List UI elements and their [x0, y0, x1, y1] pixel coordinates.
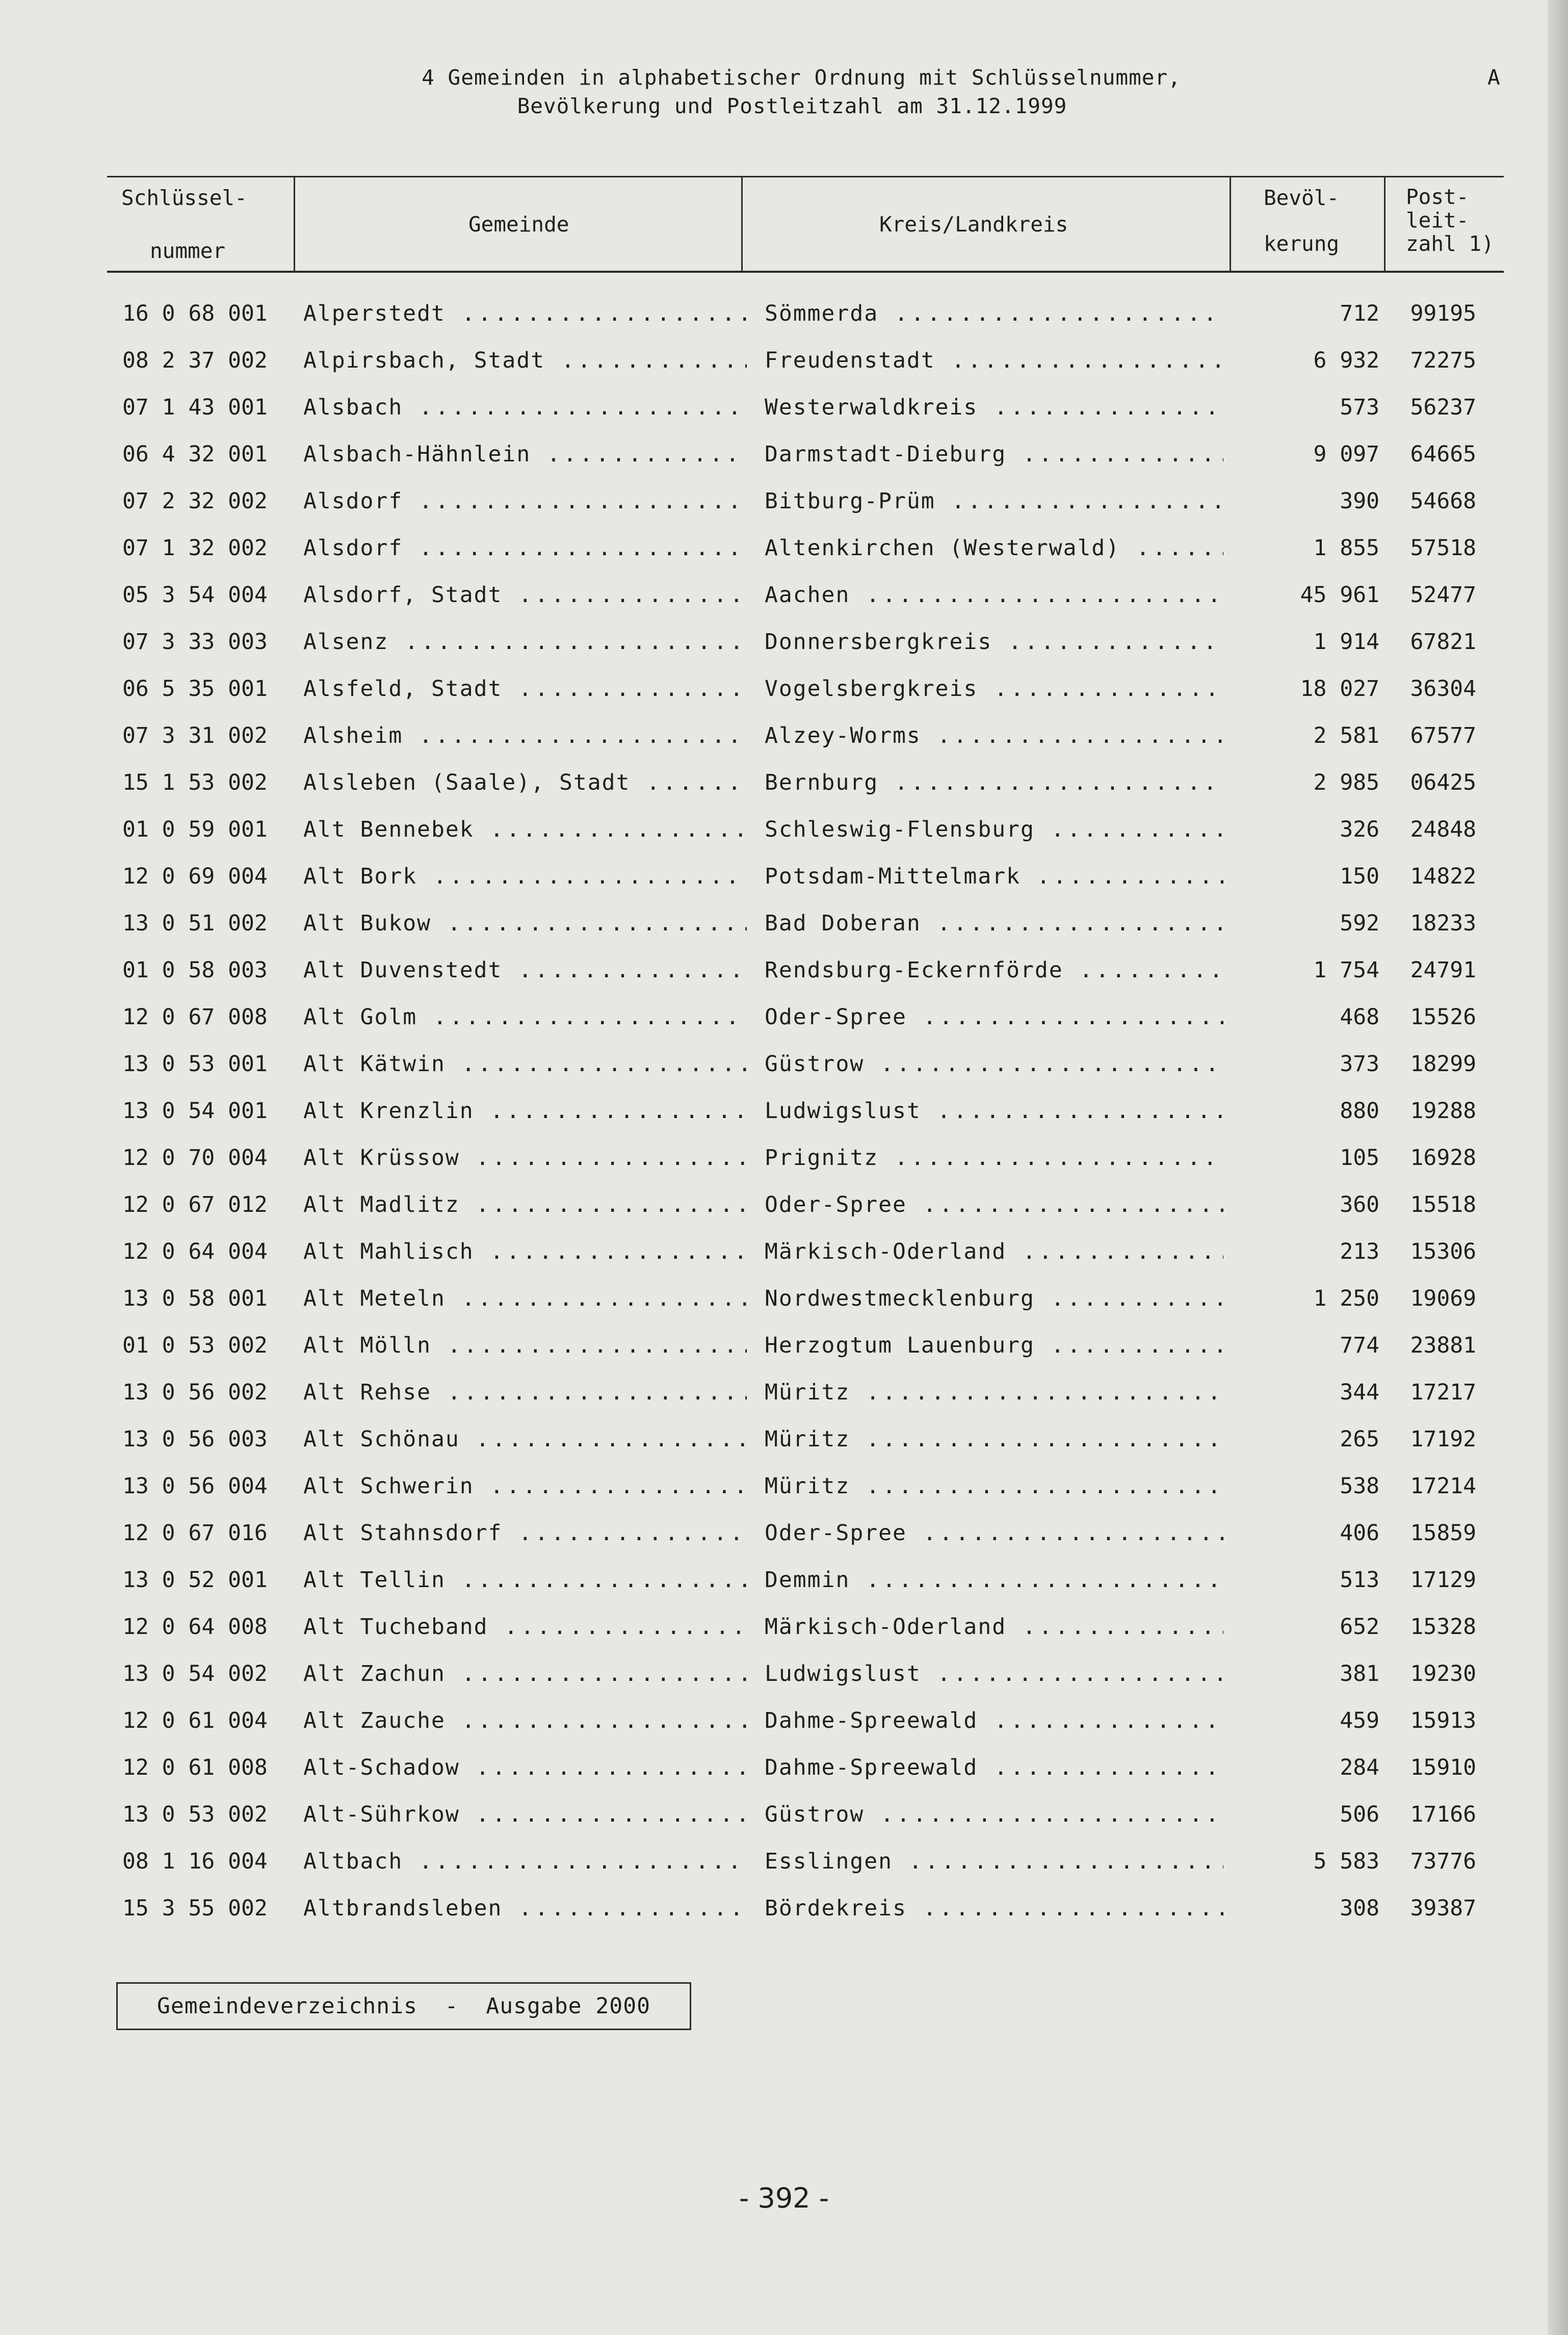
row-population: 1 855	[1313, 535, 1379, 561]
table-row	[0, 488, 1568, 535]
table-row	[0, 1567, 1568, 1614]
heading-line-1: 4 Gemeinden in alphabetischer Ordnung mit Schlüsselnummer,	[422, 65, 1181, 90]
table-row	[0, 535, 1568, 582]
row-population: 344	[1340, 1380, 1379, 1405]
header-key-line2: nummer	[150, 239, 226, 263]
row-gemeinde: Alt Mahlisch .....	[303, 1239, 747, 1264]
row-postcode: 14822	[1410, 864, 1476, 889]
row-kreis: Westerwaldkreis .....	[765, 395, 1223, 420]
row-population: 880	[1340, 1098, 1379, 1124]
row-kreis: Donnersbergkreis .....	[765, 629, 1223, 655]
row-gemeinde: Alt Duvenstedt .....	[303, 957, 747, 983]
row-postcode: 52477	[1410, 582, 1476, 608]
row-key: 01 0 59 001	[122, 817, 268, 842]
page-number: - 392 -	[739, 2182, 829, 2214]
row-key: 06 5 35 001	[122, 676, 268, 702]
row-gemeinde: Alsbach .....	[303, 395, 747, 420]
row-postcode: 72275	[1410, 348, 1476, 373]
row-population: 390	[1340, 488, 1379, 514]
row-postcode: 67577	[1410, 723, 1476, 748]
row-population: 406	[1340, 1520, 1379, 1546]
row-gemeinde: Alsdorf .....	[303, 488, 747, 514]
row-kreis: Vogelsbergkreis .....	[765, 676, 1223, 702]
row-key: 13 0 53 002	[122, 1802, 268, 1827]
row-postcode: 36304	[1410, 676, 1476, 702]
row-kreis: Schleswig-Flensburg .....	[765, 817, 1223, 842]
row-postcode: 73776	[1410, 1849, 1476, 1874]
header-key-line1: Schlüssel-	[121, 186, 247, 210]
row-key: 08 1 16 004	[122, 1849, 268, 1874]
row-key: 12 0 67 008	[122, 1004, 268, 1030]
row-gemeinde: Alt Krenzlin .....	[303, 1098, 747, 1124]
row-gemeinde: Alt Rehse .....	[303, 1380, 747, 1405]
table-row	[0, 348, 1568, 395]
row-gemeinde: Alt Kätwin .....	[303, 1051, 747, 1077]
table-row	[0, 301, 1568, 348]
row-gemeinde: Alt-Sührkow .....	[303, 1802, 747, 1827]
row-population: 2 985	[1313, 770, 1379, 795]
row-key: 07 3 33 003	[122, 629, 268, 655]
row-population: 373	[1340, 1051, 1379, 1077]
row-key: 12 0 64 008	[122, 1614, 268, 1640]
row-gemeinde: Alt Bennebek .....	[303, 817, 747, 842]
row-key: 07 2 32 002	[122, 488, 268, 514]
row-gemeinde: Alperstedt .....	[303, 301, 747, 326]
row-postcode: 15913	[1410, 1708, 1476, 1733]
table-row	[0, 1333, 1568, 1380]
section-marker: A	[1487, 65, 1500, 90]
table-row	[0, 1004, 1568, 1051]
row-postcode: 64665	[1410, 442, 1476, 467]
row-key: 15 1 53 002	[122, 770, 268, 795]
row-kreis: Altenkirchen (Westerwald) .....	[765, 535, 1223, 561]
row-kreis: Oder-Spree .....	[765, 1192, 1223, 1217]
row-population: 774	[1340, 1333, 1379, 1358]
row-population: 9 097	[1313, 442, 1379, 467]
row-kreis: Sömmerda .....	[765, 301, 1223, 326]
table-header	[107, 176, 1504, 273]
row-gemeinde: Alt Zachun .....	[303, 1661, 747, 1687]
row-kreis: Potsdam-Mittelmark .....	[765, 864, 1223, 889]
row-postcode: 17214	[1410, 1473, 1476, 1499]
table-row	[0, 1755, 1568, 1802]
row-postcode: 18299	[1410, 1051, 1476, 1077]
row-key: 07 1 32 002	[122, 535, 268, 561]
row-postcode: 15328	[1410, 1614, 1476, 1640]
row-gemeinde: Alt Stahnsdorf .....	[303, 1520, 747, 1546]
row-key: 12 0 69 004	[122, 864, 268, 889]
table-row	[0, 1145, 1568, 1192]
row-postcode: 15910	[1410, 1755, 1476, 1780]
row-kreis: Oder-Spree .....	[765, 1520, 1223, 1546]
row-population: 468	[1340, 1004, 1379, 1030]
row-key: 13 0 52 001	[122, 1567, 268, 1593]
publication-label	[116, 1982, 691, 2030]
row-population: 1 250	[1313, 1286, 1379, 1311]
table-row	[0, 817, 1568, 864]
row-kreis: Märkisch-Oderland .....	[765, 1614, 1223, 1640]
table-row	[0, 1239, 1568, 1286]
row-key: 12 0 64 004	[122, 1239, 268, 1264]
row-population: 213	[1340, 1239, 1379, 1264]
row-population: 513	[1340, 1567, 1379, 1593]
row-postcode: 17166	[1410, 1802, 1476, 1827]
header-kreis-column	[743, 177, 1231, 271]
row-postcode: 54668	[1410, 488, 1476, 514]
table-row	[0, 1849, 1568, 1896]
table-row	[0, 1286, 1568, 1333]
row-population: 308	[1340, 1896, 1379, 1921]
row-kreis: Güstrow .....	[765, 1802, 1223, 1827]
row-population: 360	[1340, 1192, 1379, 1217]
table-row	[0, 864, 1568, 911]
header-bev-line2: kerung	[1264, 231, 1340, 256]
row-postcode: 24848	[1410, 817, 1476, 842]
row-gemeinde: Alsdorf .....	[303, 535, 747, 561]
row-kreis: Herzogtum Lauenburg .....	[765, 1333, 1223, 1358]
row-population: 573	[1340, 395, 1379, 420]
row-population: 284	[1340, 1755, 1379, 1780]
row-key: 12 0 67 012	[122, 1192, 268, 1217]
table-row	[0, 1614, 1568, 1661]
row-kreis: Bad Doberan .....	[765, 911, 1223, 936]
row-population: 592	[1340, 911, 1379, 936]
row-postcode: 16928	[1410, 1145, 1476, 1171]
row-key: 13 0 54 001	[122, 1098, 268, 1124]
row-kreis: Rendsburg-Eckernförde .....	[765, 957, 1223, 983]
row-key: 08 2 37 002	[122, 348, 268, 373]
row-postcode: 15306	[1410, 1239, 1476, 1264]
row-population: 5 583	[1313, 1849, 1379, 1874]
row-kreis: Bernburg .....	[765, 770, 1223, 795]
row-kreis: Ludwigslust .....	[765, 1098, 1223, 1124]
row-population: 45 961	[1300, 582, 1379, 608]
row-kreis: Aachen .....	[765, 582, 1223, 608]
row-key: 13 0 54 002	[122, 1661, 268, 1687]
row-gemeinde: Alsfeld, Stadt .....	[303, 676, 747, 702]
row-kreis: Güstrow .....	[765, 1051, 1223, 1077]
row-postcode: 15859	[1410, 1520, 1476, 1546]
row-postcode: 15526	[1410, 1004, 1476, 1030]
row-kreis: Prignitz .....	[765, 1145, 1223, 1171]
row-postcode: 67821	[1410, 629, 1476, 655]
row-kreis: Müritz .....	[765, 1380, 1223, 1405]
header-bev-line1: Bevöl-	[1264, 186, 1340, 210]
row-key: 13 0 53 001	[122, 1051, 268, 1077]
row-postcode: 39387	[1410, 1896, 1476, 1921]
heading-line-2: Bevölkerung und Postleitzahl am 31.12.1999	[517, 94, 1067, 118]
row-gemeinde: Alt Schwerin .....	[303, 1473, 747, 1499]
table-row	[0, 1051, 1568, 1098]
row-kreis: Bördekreis .....	[765, 1896, 1223, 1921]
row-key: 13 0 56 002	[122, 1380, 268, 1405]
table-row	[0, 1380, 1568, 1426]
row-gemeinde: Alt Bukow .....	[303, 911, 747, 936]
row-kreis: Oder-Spree .....	[765, 1004, 1223, 1030]
row-key: 05 3 54 004	[122, 582, 268, 608]
table-row	[0, 582, 1568, 629]
row-postcode: 57518	[1410, 535, 1476, 561]
row-kreis: Freudenstadt .....	[765, 348, 1223, 373]
header-gemeinde: Gemeinde	[468, 212, 569, 237]
row-population: 381	[1340, 1661, 1379, 1687]
row-key: 01 0 58 003	[122, 957, 268, 983]
table-row	[0, 1802, 1568, 1849]
row-kreis: Alzey-Worms .....	[765, 723, 1223, 748]
row-postcode: 18233	[1410, 911, 1476, 936]
row-population: 712	[1340, 301, 1379, 326]
row-gemeinde: Alt Krüssow .....	[303, 1145, 747, 1171]
row-gemeinde: Alsleben (Saale), Stadt .....	[303, 770, 747, 795]
row-postcode: 17129	[1410, 1567, 1476, 1593]
table-row	[0, 957, 1568, 1004]
row-population: 1 754	[1313, 957, 1379, 983]
row-population: 105	[1340, 1145, 1379, 1171]
row-postcode: 19288	[1410, 1098, 1476, 1124]
row-population: 18 027	[1300, 676, 1379, 702]
table-row	[0, 442, 1568, 488]
row-kreis: Märkisch-Oderland .....	[765, 1239, 1223, 1264]
table-row	[0, 1661, 1568, 1708]
row-kreis: Nordwestmecklenburg .....	[765, 1286, 1223, 1311]
row-postcode: 24791	[1410, 957, 1476, 983]
table-row	[0, 1192, 1568, 1239]
row-gemeinde: Alsbach-Hähnlein .....	[303, 442, 747, 467]
row-key: 13 0 56 004	[122, 1473, 268, 1499]
row-kreis: Müritz .....	[765, 1426, 1223, 1452]
row-population: 1 914	[1313, 629, 1379, 655]
row-key: 12 0 67 016	[122, 1520, 268, 1546]
header-bev-column	[1231, 177, 1386, 271]
table-row	[0, 1426, 1568, 1473]
row-population: 2 581	[1313, 723, 1379, 748]
row-postcode: 23881	[1410, 1333, 1476, 1358]
row-gemeinde: Altbach .....	[303, 1849, 747, 1874]
row-gemeinde: Alt Golm .....	[303, 1004, 747, 1030]
row-key: 07 1 43 001	[122, 395, 268, 420]
row-gemeinde: Alt Schönau .....	[303, 1426, 747, 1452]
row-postcode: 17217	[1410, 1380, 1476, 1405]
row-kreis: Dahme-Spreewald .....	[765, 1755, 1223, 1780]
table-row	[0, 1708, 1568, 1755]
header-plz-column	[1386, 177, 1504, 271]
row-postcode: 19230	[1410, 1661, 1476, 1687]
row-key: 15 3 55 002	[122, 1896, 268, 1921]
row-postcode: 56237	[1410, 395, 1476, 420]
row-gemeinde: Alt-Schadow .....	[303, 1755, 747, 1780]
row-population: 506	[1340, 1802, 1379, 1827]
row-gemeinde: Alt Meteln .....	[303, 1286, 747, 1311]
row-gemeinde: Alsenz .....	[303, 629, 747, 655]
row-gemeinde: Altbrandsleben .....	[303, 1896, 747, 1921]
table-row	[0, 629, 1568, 676]
row-gemeinde: Alt Zauche .....	[303, 1708, 747, 1733]
row-kreis: Müritz .....	[765, 1473, 1223, 1499]
table-row	[0, 1098, 1568, 1145]
row-gemeinde: Alt Madlitz .....	[303, 1192, 747, 1217]
table-row	[0, 770, 1568, 817]
row-key: 07 3 31 002	[122, 723, 268, 748]
row-gemeinde: Alpirsbach, Stadt .....	[303, 348, 747, 373]
row-postcode: 99195	[1410, 301, 1476, 326]
row-population: 652	[1340, 1614, 1379, 1640]
row-key: 13 0 58 001	[122, 1286, 268, 1311]
row-key: 12 0 70 004	[122, 1145, 268, 1171]
row-population: 326	[1340, 817, 1379, 842]
header-plz-line3: zahl 1)	[1406, 231, 1494, 256]
table-row	[0, 395, 1568, 442]
row-postcode: 17192	[1410, 1426, 1476, 1452]
row-key: 12 0 61 008	[122, 1755, 268, 1780]
row-kreis: Dahme-Spreewald .....	[765, 1708, 1223, 1733]
row-gemeinde: Alsheim .....	[303, 723, 747, 748]
table-row	[0, 1473, 1568, 1520]
row-key: 12 0 61 004	[122, 1708, 268, 1733]
row-key: 13 0 56 003	[122, 1426, 268, 1452]
row-key: 13 0 51 002	[122, 911, 268, 936]
table-row	[0, 911, 1568, 957]
header-plz-line1: Post-	[1406, 185, 1469, 209]
row-population: 459	[1340, 1708, 1379, 1733]
row-population: 6 932	[1313, 348, 1379, 373]
header-kreis: Kreis/Landkreis	[879, 212, 1068, 237]
row-kreis: Ludwigslust .....	[765, 1661, 1223, 1687]
row-key: 16 0 68 001	[122, 301, 268, 326]
row-kreis: Esslingen .....	[765, 1849, 1223, 1874]
row-gemeinde: Alt Bork .....	[303, 864, 747, 889]
row-gemeinde: Alt Mölln .....	[303, 1333, 747, 1358]
row-gemeinde: Alsdorf, Stadt .....	[303, 582, 747, 608]
table-row	[0, 1896, 1568, 1942]
row-kreis: Demmin .....	[765, 1567, 1223, 1593]
row-kreis: Darmstadt-Dieburg .....	[765, 442, 1223, 467]
row-key: 01 0 53 002	[122, 1333, 268, 1358]
row-gemeinde: Alt Tucheband .....	[303, 1614, 747, 1640]
row-postcode: 06425	[1410, 770, 1476, 795]
header-gemeinde-column	[295, 177, 743, 271]
header-plz-line2: leit-	[1406, 208, 1469, 232]
table-row	[0, 676, 1568, 723]
row-population: 265	[1340, 1426, 1379, 1452]
row-kreis: Bitburg-Prüm .....	[765, 488, 1223, 514]
row-key: 06 4 32 001	[122, 442, 268, 467]
row-gemeinde: Alt Tellin .....	[303, 1567, 747, 1593]
table-row	[0, 1520, 1568, 1567]
row-population: 150	[1340, 864, 1379, 889]
publication-label-text: Gemeindeverzeichnis - Ausgabe 2000	[157, 1993, 650, 2019]
table-row	[0, 723, 1568, 770]
row-population: 538	[1340, 1473, 1379, 1499]
header-key-column	[107, 177, 295, 271]
row-postcode: 19069	[1410, 1286, 1476, 1311]
row-postcode: 15518	[1410, 1192, 1476, 1217]
